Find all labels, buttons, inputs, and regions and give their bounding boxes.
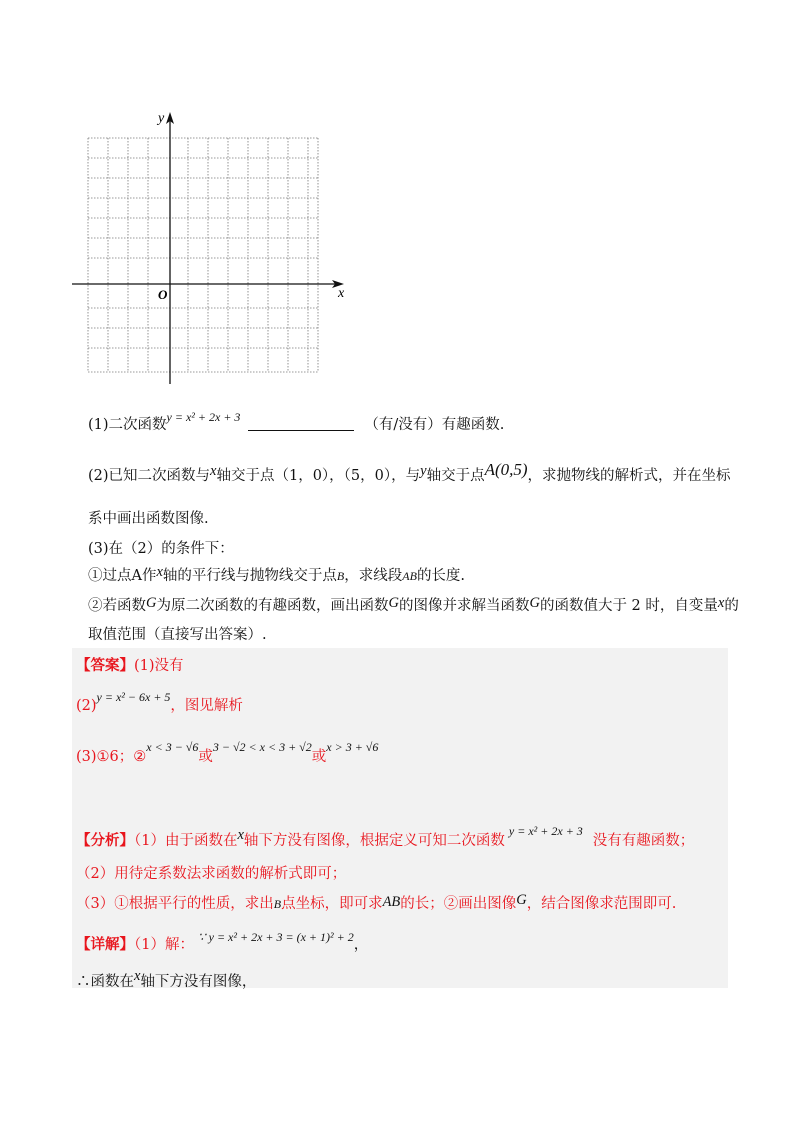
analysis-1-text-c: 没有有趣函数；: [592, 833, 695, 849]
answer-3-or-2: 或: [311, 749, 327, 765]
y-axis-label: y: [158, 111, 165, 126]
x-axis-label: x: [338, 286, 345, 301]
q3-sub2-text-d: 的函数值大于 2 时，自变量: [539, 598, 718, 614]
analysis-3-text-c: 的长；②画出图像: [400, 896, 517, 912]
q3-sub1-text-b: 轴的平行线与抛物线交于点: [162, 568, 337, 584]
answer-2-prefix: (2): [76, 698, 97, 714]
answer-3-range-1: x < 3 − √6: [146, 740, 199, 754]
analysis-1-formula: y = x² + 2x + 3: [508, 824, 583, 838]
answer-blank[interactable]: [248, 416, 354, 431]
q3-sub2-g: G: [146, 595, 157, 611]
analysis-1-text-a: （1）由于函数在: [134, 833, 238, 849]
analysis-3-ab: AB: [382, 894, 401, 910]
q2-text-1: (2)已知二次函数与: [88, 468, 211, 484]
question-3: (3)在（2）的条件下：: [88, 541, 234, 557]
detail-2-text-b: 轴下方没有图像，: [140, 974, 257, 990]
detail-2-text-a: ∴函数在: [76, 974, 134, 990]
q1-suffix: （有/没有）有趣函数.: [364, 417, 505, 433]
analysis-3-g: G: [516, 892, 527, 908]
q2-text-2: 轴交于点（1，0），（5，0），与: [216, 468, 421, 484]
q3-sub1-text-c: ，求线段: [344, 568, 403, 584]
q3-sub2-text-b: 为原二次函数的有趣函数，画出函数: [156, 598, 389, 614]
grid-lines: [88, 138, 318, 372]
coordinate-grid: [60, 100, 360, 390]
detail-line-1: [76, 930, 368, 954]
analysis-1-text-b: 轴下方没有图像，根据定义可知二次函数: [243, 833, 505, 849]
analysis-line-1: [76, 824, 694, 850]
answer-tag: 【答案】: [76, 657, 134, 674]
detail-1-formula: ∵ y = x² + 2x + 3 = (x + 1)² + 2: [197, 930, 354, 944]
answer-line-1: [76, 654, 184, 675]
analysis-3-text-a: （3）①根据平行的性质，求出: [76, 896, 274, 912]
answer-3-prefix: (3)①6；②: [76, 749, 147, 765]
detail-1-text-a: （1）解：: [134, 937, 194, 953]
question-1: [88, 410, 504, 434]
analysis-tag: 【分析】: [76, 832, 134, 849]
q3-sub2-g3: G: [529, 595, 540, 611]
origin-label: O: [158, 287, 168, 302]
question-2-line-2: 系中画出函数图像.: [88, 511, 209, 527]
q3-sub2-text-c: 的图像并求解当函数: [398, 598, 530, 614]
analysis-3-text-b: 点坐标，即可求: [281, 896, 383, 912]
q3-sub2-text-a: ②若函数: [88, 598, 146, 614]
analysis-1-x: x: [237, 827, 244, 843]
answer-2-suffix: ，图见解析: [170, 698, 243, 714]
detail-1-text-b: ，: [353, 937, 369, 953]
q3-sub1-b: B: [336, 569, 345, 583]
answer-2-formula: y = x² − 6x + 5: [96, 690, 171, 704]
analysis-line-3: [76, 892, 676, 913]
question-3-sub-1: [88, 564, 465, 585]
answer-3-range-3: x > 3 + √6: [326, 740, 379, 754]
question-2: [88, 460, 731, 485]
q3-sub1-ab: AB: [402, 569, 417, 583]
q1-formula: y = x² + 2x + 3: [166, 410, 241, 424]
q2-point-a: A(0,5): [484, 460, 528, 479]
detail-tag: 【详解】: [76, 936, 134, 953]
question-3-sub-2: [88, 594, 739, 615]
q1-prefix: (1)二次函数: [88, 417, 167, 433]
answer-line-2: [76, 690, 243, 715]
answer-3-range-2: 3 − √2 < x < 3 + √2: [212, 740, 312, 754]
answer-1: (1)没有: [134, 658, 184, 674]
analysis-3-text-d: ，结合图像求范围即可.: [526, 896, 677, 912]
q2-x: x: [210, 463, 217, 479]
q3-sub1-text-a: ①过点A作: [88, 568, 157, 584]
q2-text-4: ，求抛物线的解析式，并在坐标: [527, 468, 731, 484]
analysis-line-2: （2）用待定系数法求函数的解析式即可；: [76, 866, 347, 882]
q2-text-3: 轴交于点: [426, 468, 485, 484]
detail-line-2: [76, 968, 256, 991]
question-3-sub-2-line-2: 取值范围（直接写出答案）.: [88, 627, 267, 643]
q3-sub2-text-e: 的: [724, 598, 739, 614]
q3-sub1-x: x: [156, 564, 163, 580]
answer-3-or-1: 或: [198, 749, 213, 765]
q3-sub2-g2: G: [388, 595, 399, 611]
q2-y: y: [420, 463, 427, 479]
q3-sub1-text-d: 的长度.: [416, 568, 466, 584]
q3-sub2-x: x: [717, 595, 725, 611]
answer-line-3: [76, 740, 378, 766]
detail-2-x: x: [134, 968, 141, 984]
analysis-3-b: B: [273, 897, 282, 911]
